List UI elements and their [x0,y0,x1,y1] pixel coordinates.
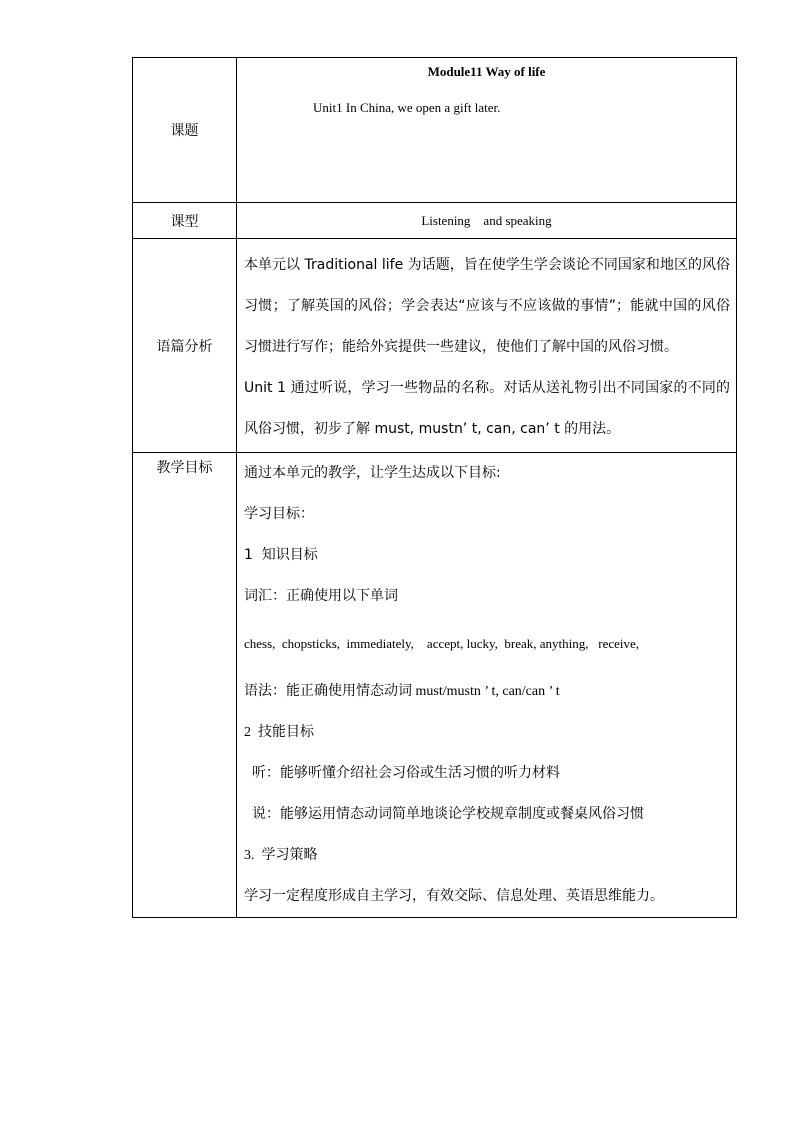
grammar-goal: 语法：能正确使用情态动词 must/mustn ’ t, can/can ’ t [244,684,560,699]
unit-title: Unit1 In China, we open a gift later. [313,100,501,115]
teaching-goals-row [133,453,737,918]
analysis-paragraph-1: 本单元以 Traditional life 为话题，旨在使学生学会谈论不同国家和地区的风俗习惯；了解英国的风俗；学会表达“应该与不应该做的事情”；能就中国的风俗习惯进行写作；能给外宾提供一些建议，使他们了解中国的风俗习惯。 [244,257,730,355]
speaking-goal: 说：能够运用情态动词简单地谈论学校规章制度或餐桌风俗习惯 [252,806,644,822]
lesson-type-row [133,203,737,239]
lesson-type-label: 课型 [133,203,237,239]
learning-goals-heading: 学习目标： [244,506,314,522]
teaching-goals-content [237,453,737,918]
lesson-type-value: Listening and speaking [237,203,737,239]
text-analysis-row [133,239,737,453]
vocabulary-words: chess, chopsticks, immediately, accept, lucky, break, anything, receive, [244,636,640,651]
topic-row [133,58,737,203]
listening-goal: 听：能够听懂介绍社会习俗或生活习惯的听力材料 [252,765,560,781]
teaching-goals-label: 教学目标 [133,453,237,918]
topic-content [237,58,737,203]
strategy-heading: 3. 学习策略 [244,848,318,863]
knowledge-goals-heading: 1 知识目标 [244,547,318,563]
module-title: Module11 Way of life [427,64,546,79]
topic-label: 课题 [133,58,237,203]
text-analysis-label: 语篇分析 [133,239,237,453]
vocabulary-heading: 词汇：正确使用以下单词 [244,588,398,604]
skills-goals-heading: 2 技能目标 [244,725,314,740]
goals-intro: 通过本单元的教学，让学生达成以下目标: [244,465,501,481]
analysis-paragraph-2: Unit 1 通过听说，学习一些物品的名称。对话从送礼物引出不同国家的不同的风俗习惯，初步了解 must, mustn’ t, can, can’ t 的用法。 [244,380,730,437]
lesson-plan-table [132,57,737,918]
text-analysis-content [237,239,737,453]
strategy-goal: 学习一定程度形成自主学习，有效交际、信息处理、英语思维能力。 [244,888,664,904]
